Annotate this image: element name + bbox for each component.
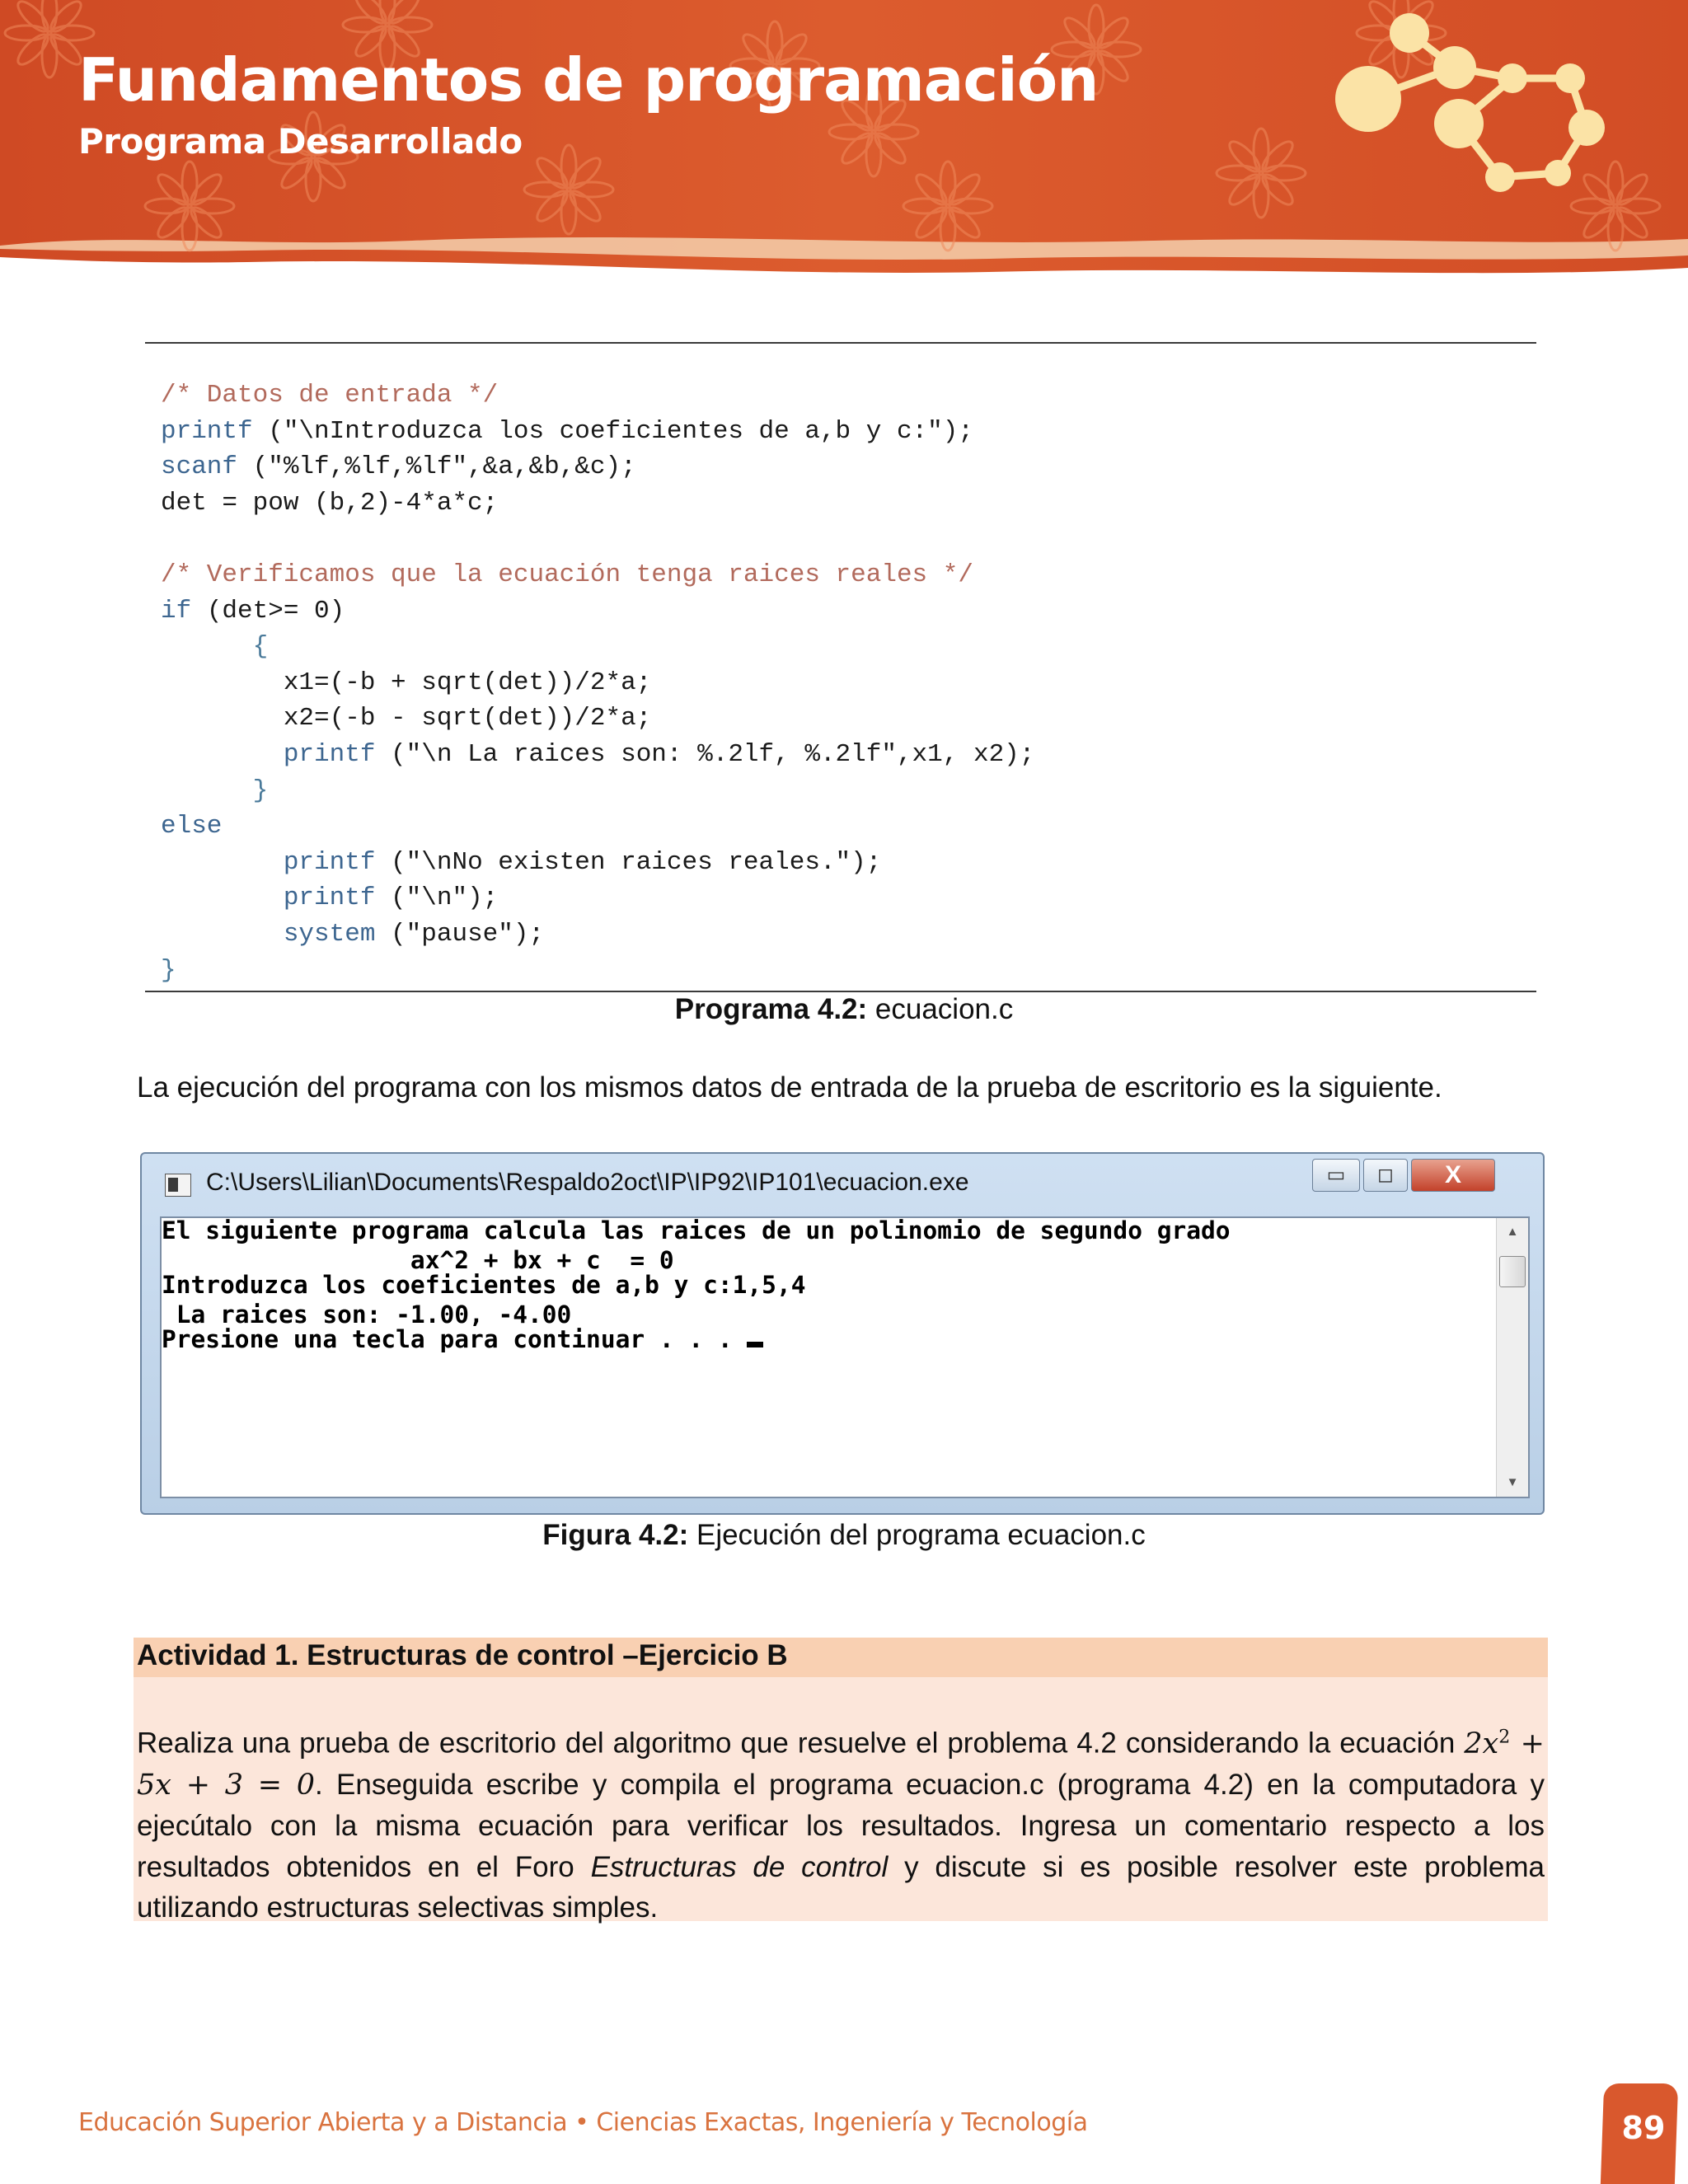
footer-text: Educación Superior Abierta y a Distancia • Ciencias Exactas, Ingeniería y Tecnología — [78, 2108, 1088, 2137]
scroll-up-arrow[interactable]: ▲ — [1506, 1225, 1519, 1239]
maximize-button[interactable]: ◻ — [1363, 1159, 1408, 1192]
code-text: ("\nNo existen raices reales."); — [375, 847, 882, 877]
forum-name: Estructuras de control — [590, 1850, 889, 1883]
code-text: } — [252, 776, 269, 805]
code-text: x2=(-b - sqrt(det))/2*a; — [283, 704, 652, 733]
code-line — [161, 704, 651, 733]
code-comment: /* Verificamos que la ecuación tenga raices reales */ — [161, 560, 973, 589]
console-line: ax^2 + bx + c = 0 — [162, 1246, 674, 1274]
code-line — [161, 381, 498, 410]
activity-text-part-2: . Enseguida escribe y compila el programa ecuacion.c (programa 4.2) en la computadora y ejecútalo con la misma ecuación para verificar los resultados. Ingresa un comentario respecto a los resultados obtenidos en el Foro — [137, 1769, 1545, 1883]
program-caption-text: ecuacion.c — [867, 993, 1014, 1025]
code-line — [161, 452, 636, 481]
code-text: ("\n"); — [375, 883, 499, 913]
document-subtitle: Programa Desarrollado — [78, 121, 523, 162]
activity-text-part-3: y discute si es posible resolver este problema utilizando estructuras selectivas simples. — [137, 1850, 1545, 1924]
console-output — [162, 1218, 1231, 1352]
figure-caption-label: Figura 4.2: — [542, 1519, 689, 1551]
code-text: det = pow (b,2)-4*a*c; — [161, 488, 499, 518]
program-caption-label: Programa 4.2: — [674, 993, 868, 1025]
code-line — [161, 668, 651, 697]
code-line — [161, 632, 268, 661]
code-keyword: system — [283, 919, 376, 949]
code-line — [161, 883, 498, 912]
code-text: ("%lf,%lf,%lf",&a,&b,&c); — [237, 452, 636, 482]
code-text: ("\nIntroduzca los coeficientes de a,b y c:"); — [252, 416, 973, 446]
code-line — [161, 597, 345, 626]
console-app-icon — [165, 1174, 191, 1197]
equation-term: 2x — [1464, 1727, 1499, 1760]
equation-exponent: 2 — [1498, 1727, 1511, 1747]
code-line — [161, 956, 176, 985]
code-text: ("pause"); — [375, 919, 545, 949]
minimize-button[interactable]: ▭ — [1312, 1159, 1360, 1192]
console-line: Presione una tecla para continuar . . . — [162, 1327, 1231, 1352]
code-line — [161, 740, 1034, 769]
code-line — [161, 776, 268, 805]
code-comment: /* Datos de entrada */ — [161, 381, 499, 410]
activity-text — [137, 1717, 1545, 1929]
document-title: Fundamentos de programación — [78, 45, 1099, 115]
activity-body — [134, 1677, 1548, 1924]
intro-paragraph: La ejecución del programa con los mismos datos de entrada de la prueba de escritorio es la siguiente. — [137, 1071, 1442, 1104]
code-top-rule — [145, 342, 1536, 344]
code-line — [161, 417, 973, 446]
console-line: El siguiente programa calcula las raices de un polinomio de segundo grado — [162, 1216, 1231, 1244]
code-line — [161, 489, 498, 518]
scroll-thumb[interactable] — [1499, 1256, 1526, 1287]
code-line — [161, 848, 881, 877]
header-banner — [0, 0, 1688, 284]
code-line — [161, 920, 544, 949]
figure-caption — [0, 1519, 1688, 1552]
figure-caption-text: Ejecución del programa ecuacion.c — [688, 1519, 1146, 1551]
code-keyword: else — [161, 812, 223, 841]
code-keyword: printf — [283, 883, 376, 913]
console-cursor — [747, 1342, 763, 1347]
console-line: Introduzca los coeficientes de a,b y c:1,5,4 — [162, 1271, 806, 1299]
code-line — [161, 560, 973, 589]
code-keyword: printf — [283, 739, 376, 769]
code-text: x1=(-b + sqrt(det))/2*a; — [283, 668, 652, 697]
console-output-area[interactable] — [160, 1216, 1530, 1498]
vertical-scrollbar[interactable] — [1496, 1218, 1528, 1497]
program-caption — [0, 993, 1688, 1026]
activity-heading: Actividad 1. Estructuras de control –Ejercicio B — [137, 1639, 788, 1671]
window-title: C:\Users\Lilian\Documents\Respaldo2oct\IP\IP92\IP101\ecuacion.exe — [206, 1169, 969, 1196]
code-text: { — [252, 632, 269, 662]
page-number: 89 — [1621, 2110, 1666, 2146]
close-button[interactable]: X — [1411, 1159, 1495, 1192]
console-window — [140, 1152, 1545, 1515]
code-keyword: printf — [161, 416, 253, 446]
code-text: } — [161, 955, 176, 985]
console-line: La raices son: -1.00, -4.00 — [162, 1301, 572, 1329]
code-bottom-rule — [145, 991, 1536, 992]
code-keyword: if — [161, 596, 192, 626]
scroll-down-arrow[interactable]: ▼ — [1506, 1475, 1519, 1489]
activity-heading-bar — [134, 1638, 1548, 1677]
code-text: ("\n La raices son: %.2lf, %.2lf",x1, x2); — [375, 739, 1035, 769]
code-line — [161, 812, 222, 841]
code-keyword: scanf — [161, 452, 238, 482]
code-listing — [161, 377, 1034, 988]
equation-rest: + 5x + 3 = 0 — [137, 1727, 1545, 1802]
code-text: (det>= 0) — [191, 596, 345, 626]
activity-text-part-1: Realiza una prueba de escritorio del algoritmo que resuelve el problema 4.2 considerando la ecuación — [137, 1727, 1465, 1760]
code-keyword: printf — [283, 847, 376, 877]
